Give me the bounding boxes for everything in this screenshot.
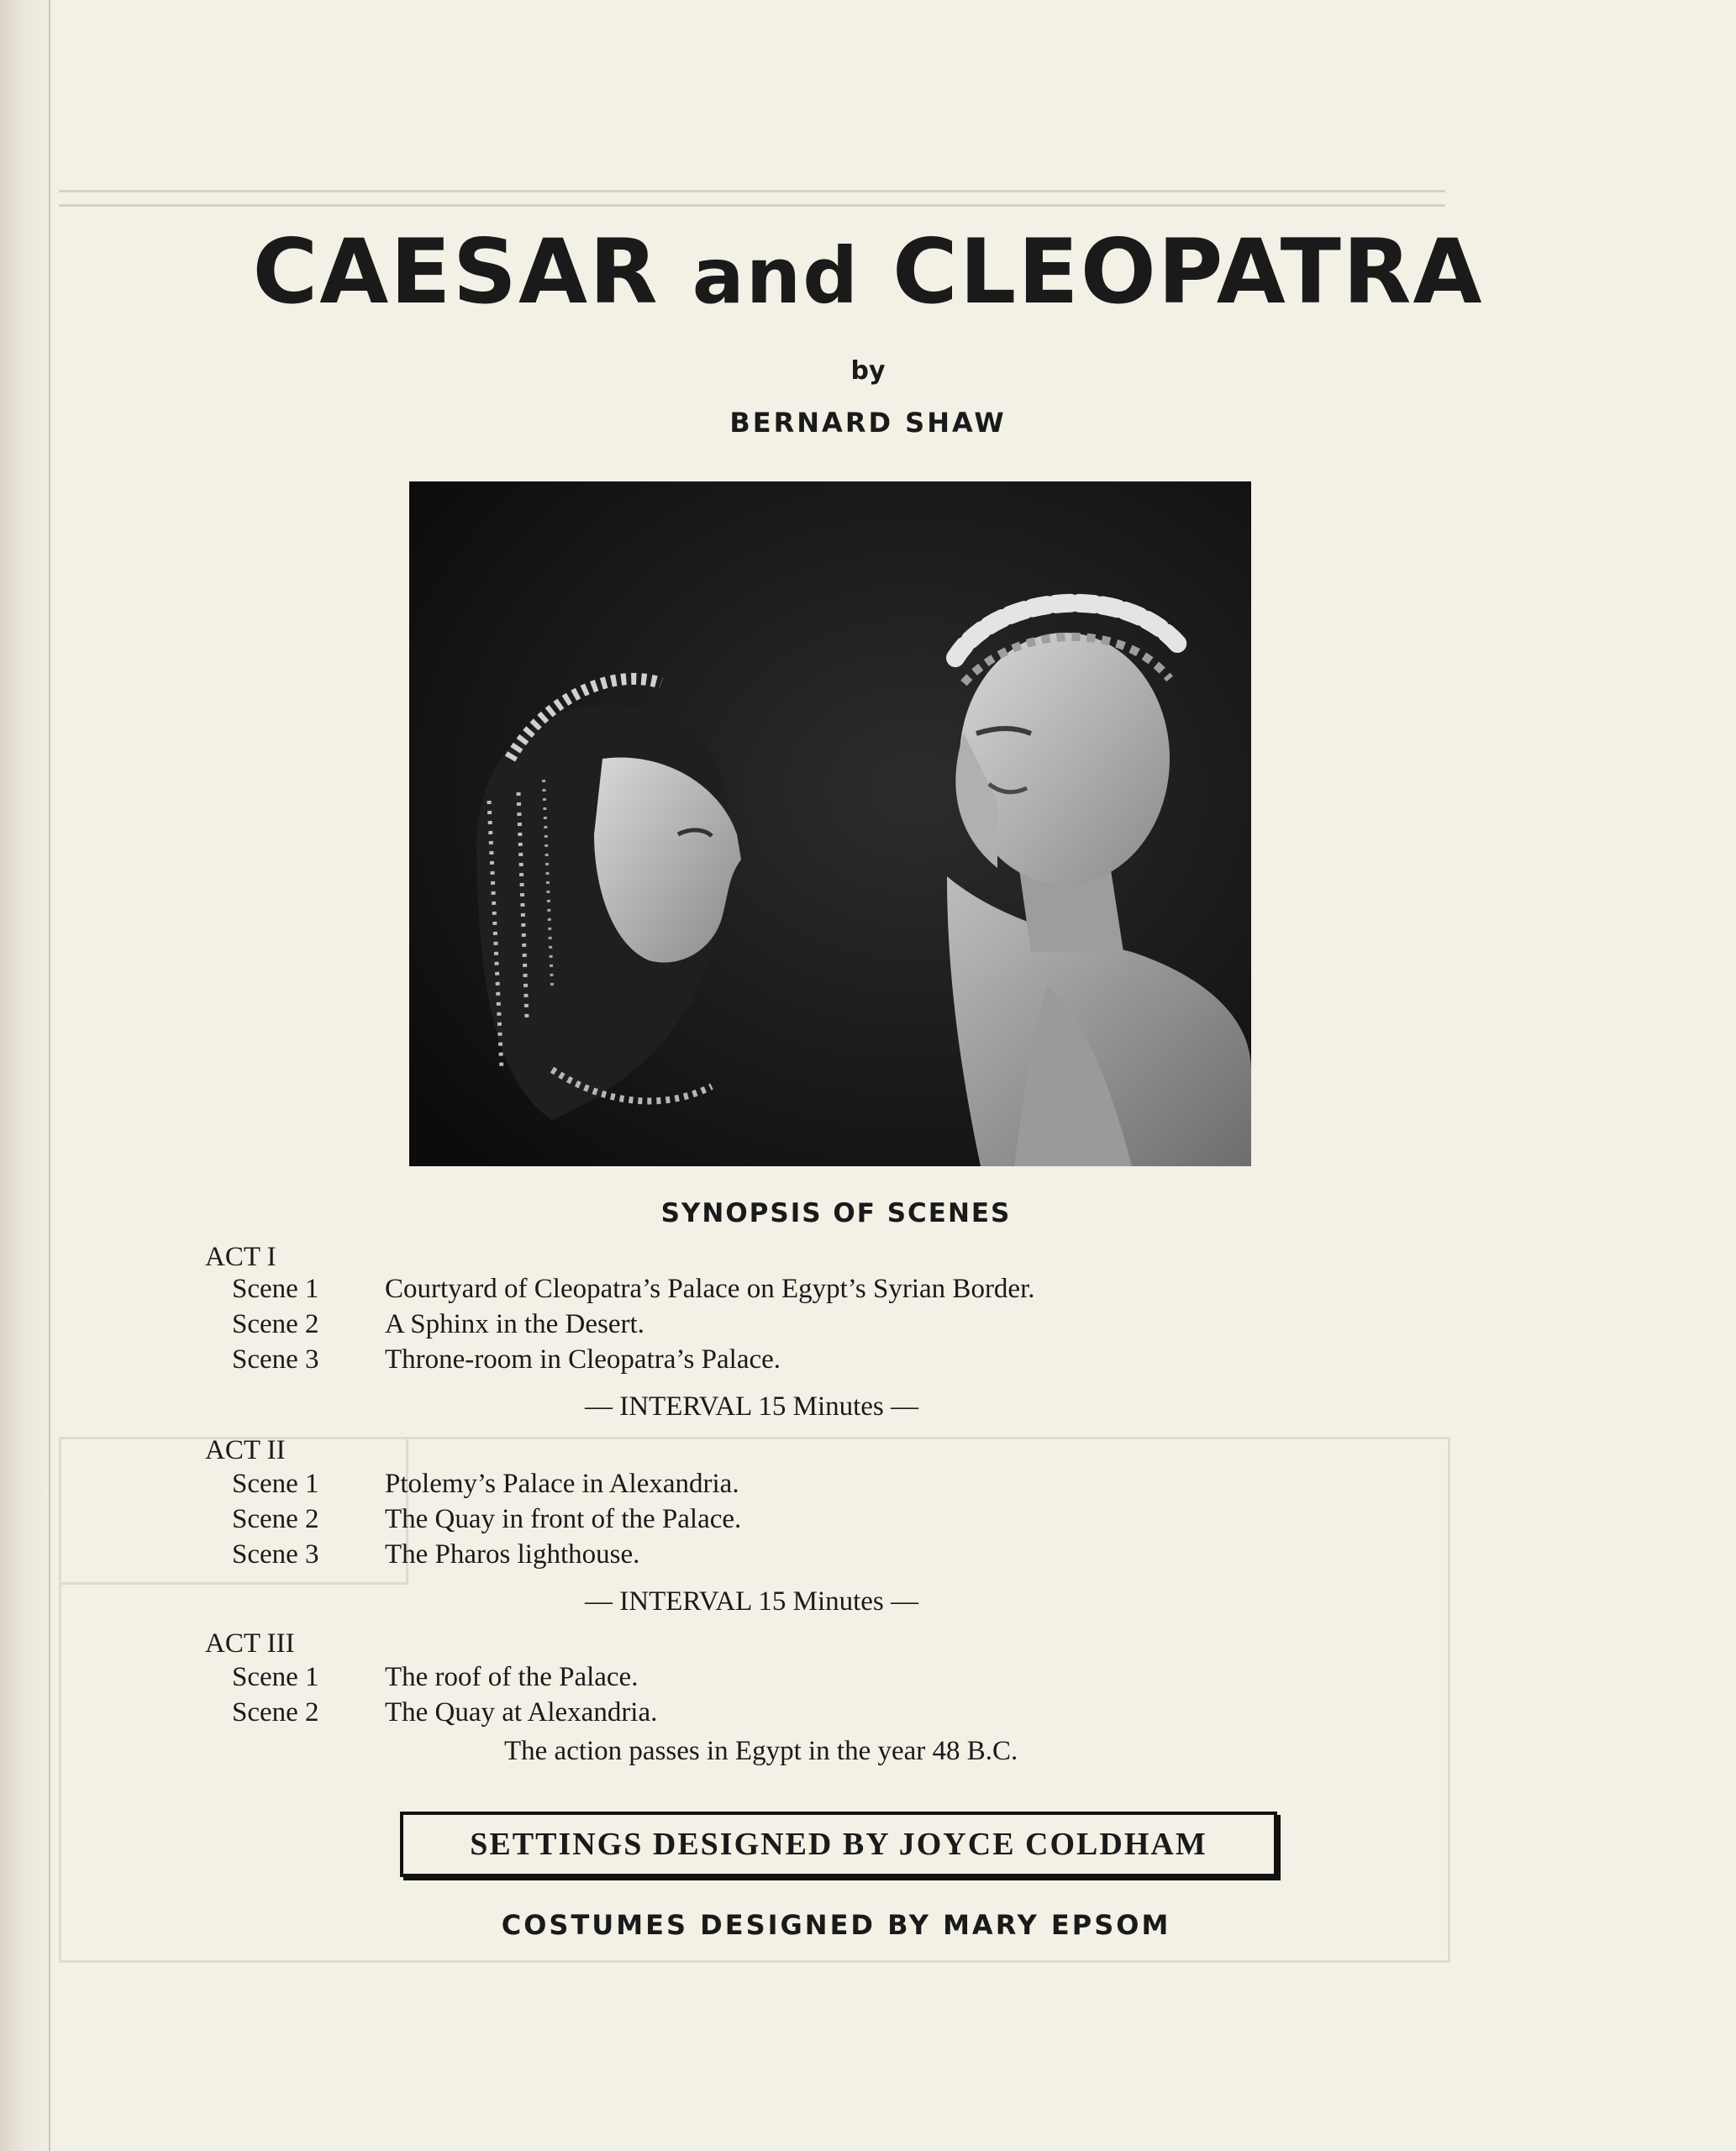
scene-label: Scene 2 — [232, 1309, 319, 1339]
costumes-credit: COSTUMES DESIGNED BY MARY EPSOM — [501, 1909, 1171, 1941]
play-title — [0, 220, 1736, 323]
settings-credit: SETTINGS DESIGNED BY JOYCE COLDHAM — [470, 1827, 1207, 1862]
act-3-label: ACT III — [205, 1628, 295, 1659]
title-and: and — [692, 231, 860, 321]
scene-desc: Ptolemy’s Palace in Alexandria. — [385, 1469, 739, 1499]
scene-desc: Throne-room in Cleopatra’s Palace. — [385, 1344, 781, 1375]
scene-label: Scene 3 — [232, 1344, 319, 1375]
by-label: by — [850, 356, 886, 386]
scene-desc: The Quay in front of the Palace. — [385, 1504, 742, 1534]
title-cleopatra: CLEOPATRA — [892, 220, 1484, 323]
scene-desc: The roof of the Palace. — [385, 1662, 639, 1692]
scene-label: Scene 2 — [232, 1697, 319, 1728]
act-1-label: ACT I — [205, 1242, 276, 1272]
act-2-label: ACT II — [205, 1435, 286, 1465]
scene-label: Scene 3 — [232, 1539, 319, 1570]
scene-desc: A Sphinx in the Desert. — [385, 1309, 644, 1339]
scene-label: Scene 1 — [232, 1469, 319, 1499]
top-rule — [59, 190, 1445, 207]
act-2-interval: — INTERVAL 15 Minutes — — [585, 1586, 919, 1617]
scene-label: Scene 1 — [232, 1274, 319, 1304]
act-1-interval: — INTERVAL 15 Minutes — — [585, 1391, 919, 1422]
scene-label: Scene 2 — [232, 1504, 319, 1534]
scene-label: Scene 1 — [232, 1662, 319, 1692]
scene-desc: Courtyard of Cleopatra’s Palace on Egypt’s Syrian Border. — [385, 1274, 1035, 1304]
scene-desc: The Pharos lighthouse. — [385, 1539, 640, 1570]
title-caesar: CAESAR — [252, 220, 660, 323]
production-photo — [409, 481, 1251, 1166]
settings-credit-box — [400, 1812, 1277, 1877]
production-photo-icon — [409, 481, 1251, 1166]
synopsis-heading: SYNOPSIS OF SCENES — [660, 1198, 1012, 1228]
author-name: BERNARD SHAW — [729, 407, 1007, 439]
action-note: The action passes in Egypt in the year 48 B.C. — [504, 1736, 1018, 1766]
scene-desc: The Quay at Alexandria. — [385, 1697, 658, 1728]
